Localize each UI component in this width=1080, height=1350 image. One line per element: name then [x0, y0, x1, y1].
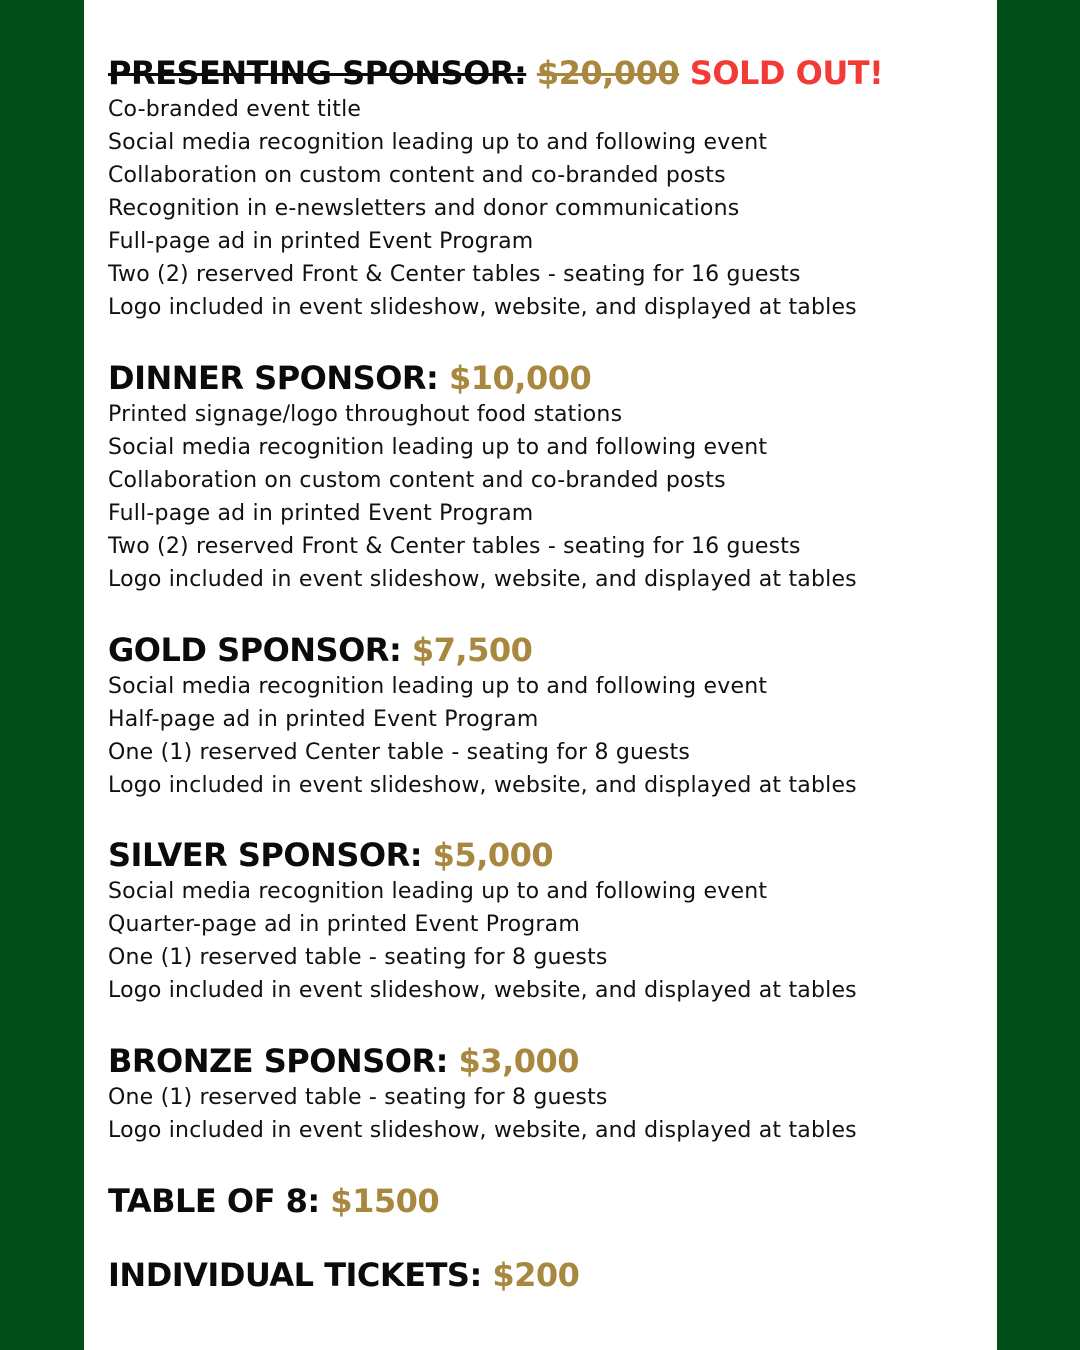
tier-price: $3,000 — [458, 1042, 580, 1080]
benefit-item: Half-page ad in printed Event Program — [108, 707, 539, 732]
tier-price: $1500 — [330, 1182, 440, 1220]
benefit-item: Two (2) reserved Front & Center tables - seating for 16 guests — [108, 534, 801, 559]
tier-heading — [108, 835, 988, 875]
tier-price: $7,500 — [411, 631, 533, 669]
benefit-item: Full-page ad in printed Event Program — [108, 501, 534, 526]
tier-heading — [108, 1041, 988, 1081]
benefit-item: Two (2) reserved Front & Center tables - seating for 16 guests — [108, 262, 801, 287]
benefit-item: One (1) reserved table - seating for 8 guests — [108, 945, 608, 970]
tier-name: DINNER SPONSOR: — [108, 359, 439, 397]
tier-dinner — [108, 358, 988, 596]
tier-presenting — [108, 53, 988, 324]
benefit-item: Quarter-page ad in printed Event Program — [108, 912, 580, 937]
tier-gold — [108, 630, 988, 802]
benefit-item: Collaboration on custom content and co-branded posts — [108, 163, 726, 188]
tier-heading — [108, 1255, 988, 1295]
tier-heading — [108, 53, 988, 93]
benefit-list — [108, 93, 988, 324]
benefit-list — [108, 1081, 988, 1147]
tier-name: GOLD SPONSOR: — [108, 631, 402, 669]
tier-name: SILVER SPONSOR: — [108, 836, 423, 874]
benefit-item: Social media recognition leading up to and following event — [108, 674, 768, 699]
tier-price: $200 — [492, 1256, 580, 1294]
benefit-item: Social media recognition leading up to and following event — [108, 435, 768, 460]
tier-name: PRESENTING SPONSOR: — [108, 54, 527, 92]
benefit-item: Logo included in event slideshow, website, and displayed at tables — [108, 567, 857, 592]
benefit-item: Logo included in event slideshow, website, and displayed at tables — [108, 773, 857, 798]
tier-bronze — [108, 1041, 988, 1147]
benefit-item: Co-branded event title — [108, 97, 362, 122]
sponsorship-panel — [84, 0, 997, 1350]
tier-heading — [108, 630, 988, 670]
benefit-item: Social media recognition leading up to and following event — [108, 879, 768, 904]
tier-name: BRONZE SPONSOR: — [108, 1042, 448, 1080]
benefit-item: Collaboration on custom content and co-branded posts — [108, 468, 726, 493]
benefit-item: Printed signage/logo throughout food stations — [108, 402, 623, 427]
tier-silver — [108, 835, 988, 1007]
tier-individual-tickets — [108, 1255, 988, 1295]
benefit-list — [108, 875, 988, 1007]
tier-heading — [108, 1181, 988, 1221]
tier-price: $5,000 — [432, 836, 554, 874]
sold-out-badge: SOLD OUT! — [689, 54, 884, 92]
benefit-item: One (1) reserved Center table - seating for 8 guests — [108, 740, 691, 765]
benefit-item: Logo included in event slideshow, website, and displayed at tables — [108, 295, 857, 320]
tier-name: TABLE OF 8: — [108, 1182, 320, 1220]
tier-table-of-8 — [108, 1181, 988, 1221]
benefit-list — [108, 670, 988, 802]
benefit-item: One (1) reserved table - seating for 8 guests — [108, 1085, 608, 1110]
tier-price: $20,000 — [536, 54, 680, 92]
benefit-item: Logo included in event slideshow, website, and displayed at tables — [108, 1118, 857, 1143]
benefit-item: Full-page ad in printed Event Program — [108, 229, 534, 254]
benefit-list — [108, 398, 988, 596]
tier-name: INDIVIDUAL TICKETS: — [108, 1256, 482, 1294]
benefit-item: Logo included in event slideshow, website, and displayed at tables — [108, 978, 857, 1003]
tier-price: $10,000 — [448, 359, 592, 397]
benefit-item: Social media recognition leading up to and following event — [108, 130, 768, 155]
benefit-item: Recognition in e-newsletters and donor communications — [108, 196, 740, 221]
tier-heading — [108, 358, 988, 398]
